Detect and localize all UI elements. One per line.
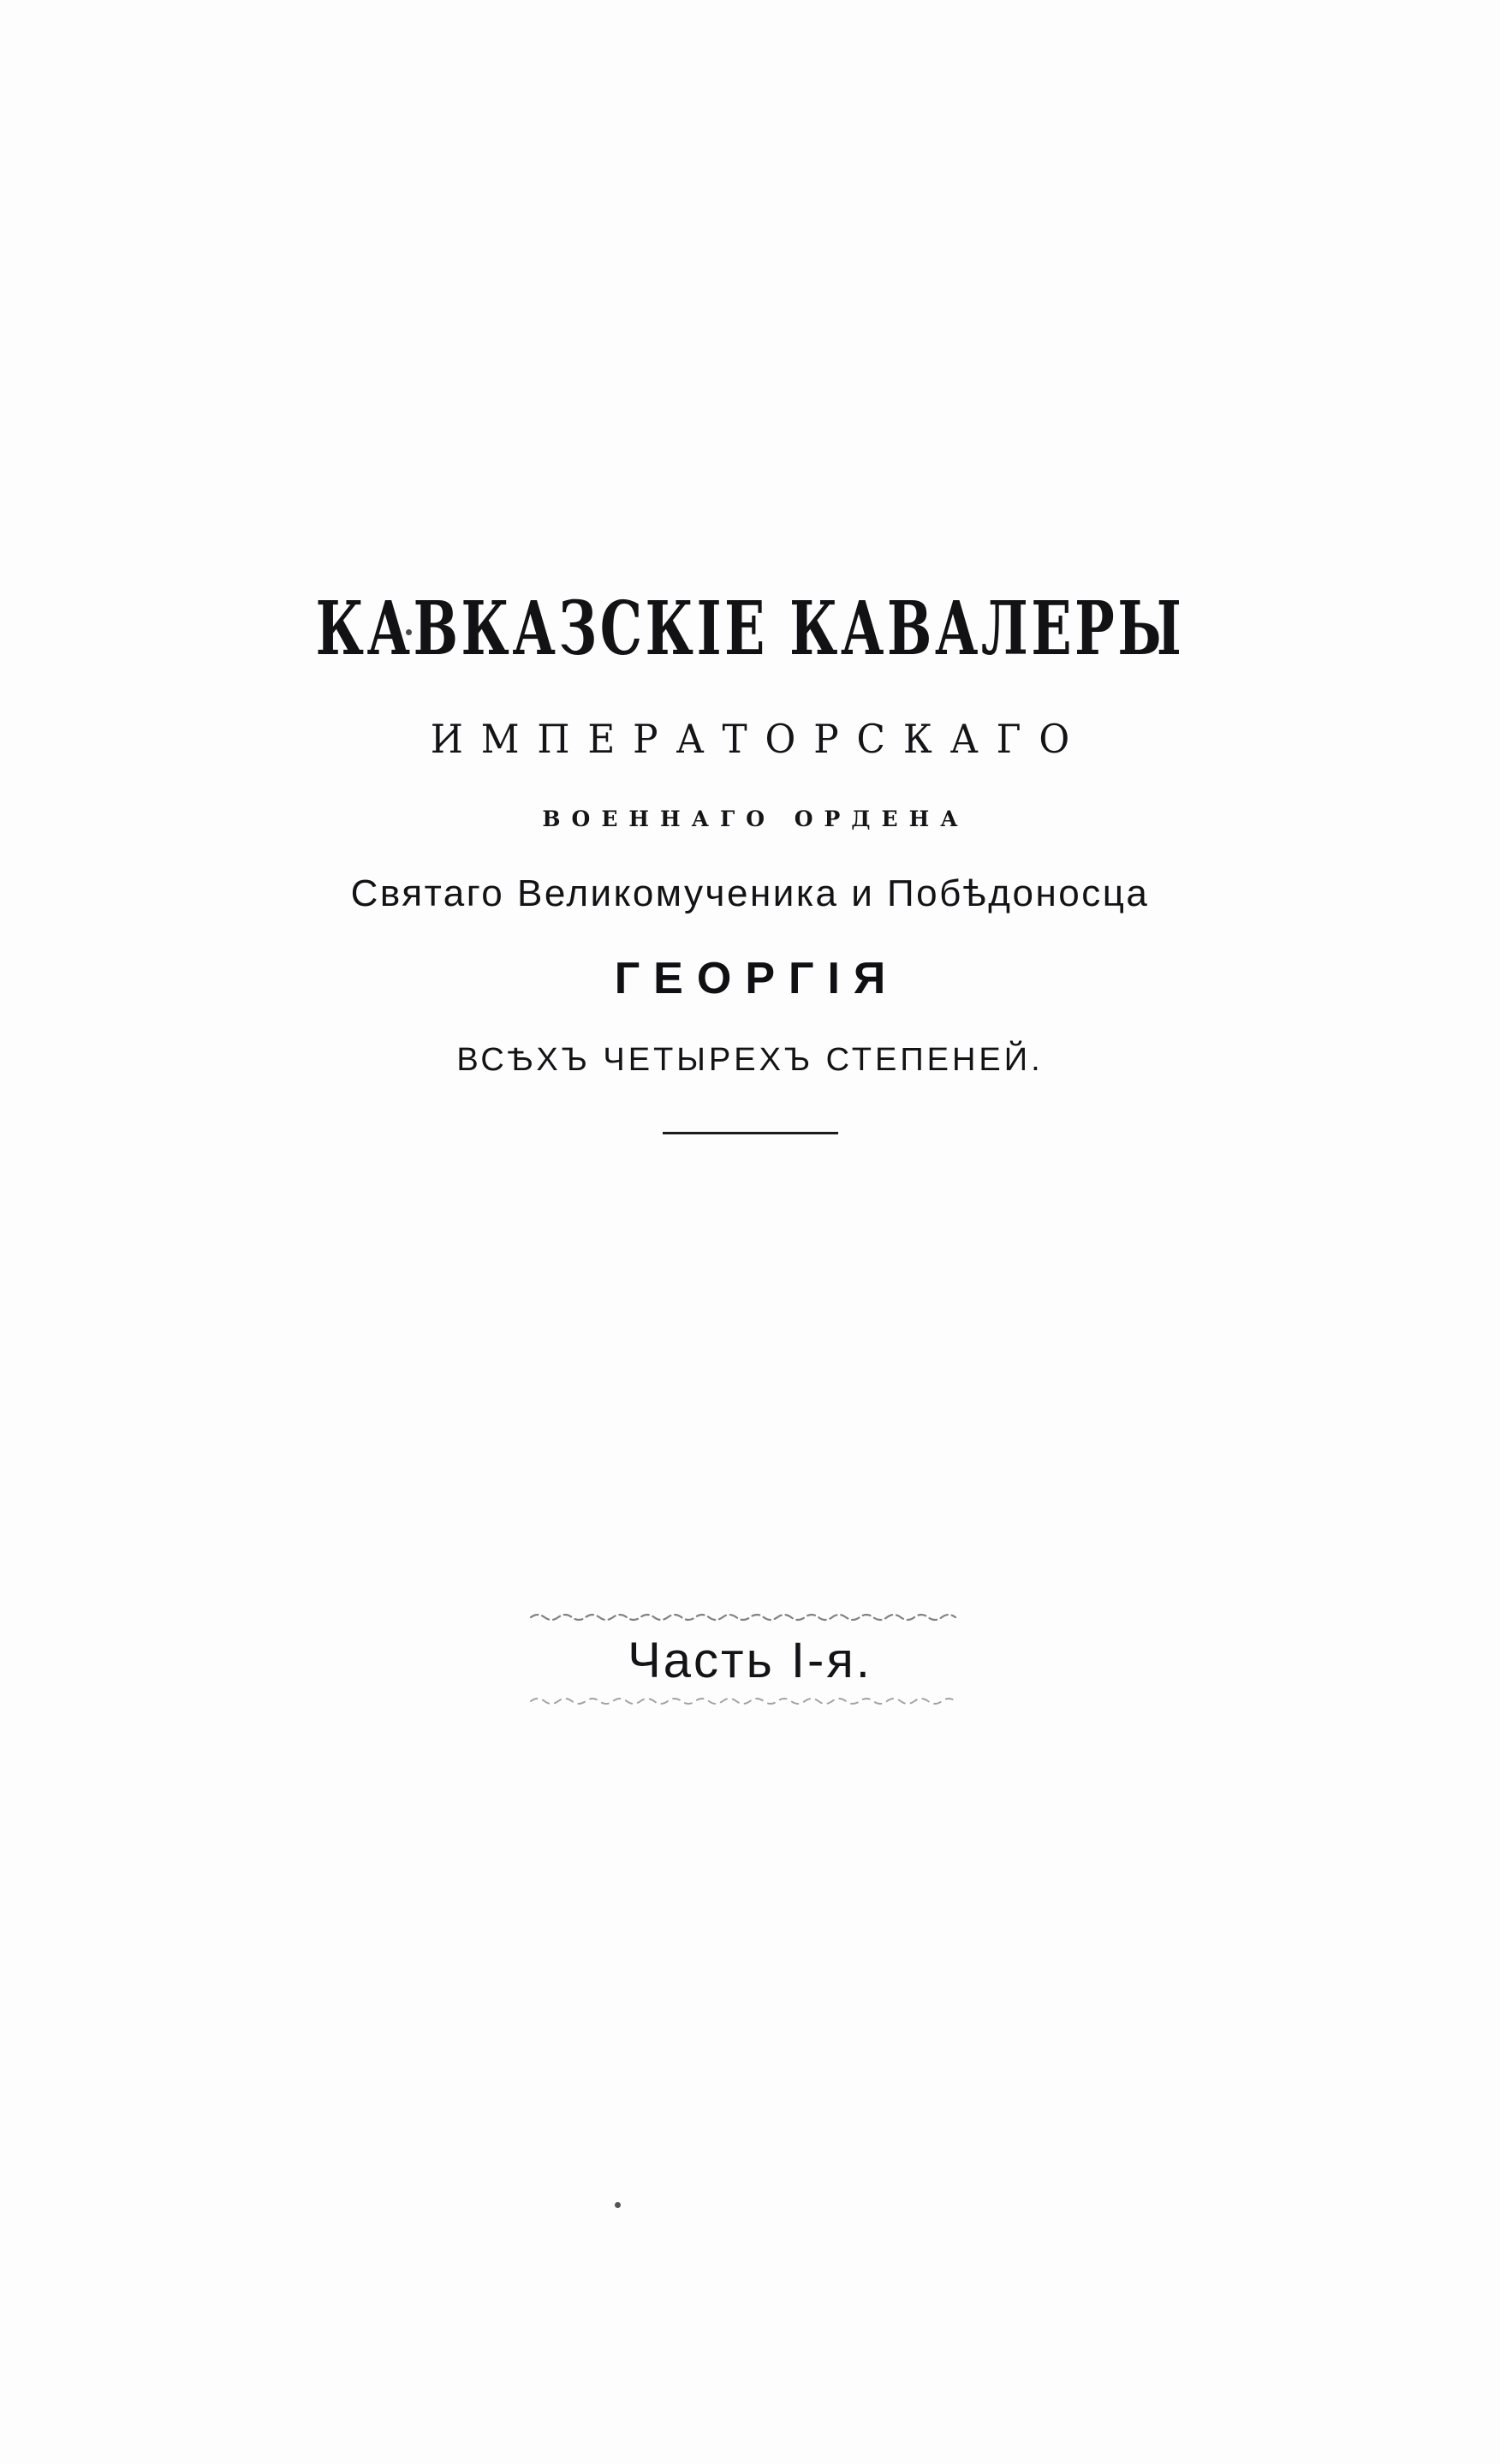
divider-wrapper [0, 1132, 1500, 1134]
book-title-saint: Святаго Великомученика и Побѣдоносца [350, 872, 1150, 915]
title-block [0, 586, 1500, 1134]
book-title-george: ГЕОРГІЯ [614, 954, 900, 1004]
ink-speck-bottom-icon [615, 2202, 621, 2208]
book-title-imperial: ИМПЕРАТОРСКАГО [430, 716, 1088, 763]
part-number-label: Часть I-я. [628, 1633, 872, 1688]
part-block [0, 1610, 1500, 1708]
book-title-main: КАВКАЗСКІЕ КАВАЛЕРЫ [315, 586, 1185, 672]
horizontal-rule-divider [663, 1132, 838, 1134]
book-title-degrees: ВСѢХЪ ЧЕТЫРЕХЪ СТЕПЕНЕЙ. [456, 1042, 1044, 1079]
book-title-order: ВОЕННАГО ОРДЕНА [542, 806, 969, 832]
wavy-ornament-bottom-icon [527, 1694, 973, 1708]
wavy-ornament-top-icon [527, 1610, 973, 1623]
